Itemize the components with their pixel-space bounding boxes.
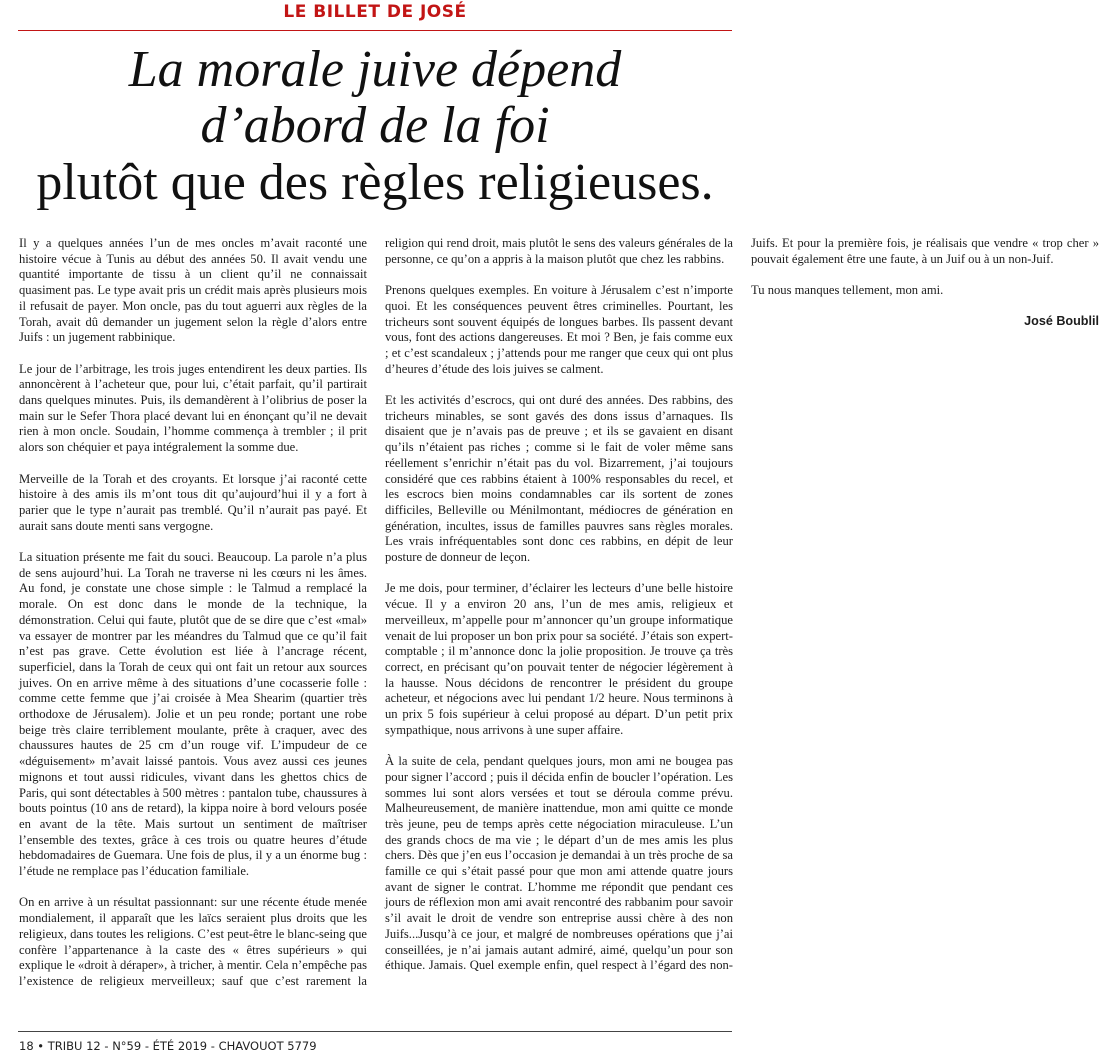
article-body (19, 236, 1099, 999)
paragraph: On en arrive à un résultat passionnant: sur une récente étude menée mondialement, il apparaît que les laïcs seraient plus droits que les religieux, dans toutes les religions. C’est peut-être le blanc-seing que confère l’appartenance à la caste des « êtres supérieurs » qui explique le «droit à déraper», à tricher, à mentir. Cela n’empêche pas l’existence de religieux merveilleux; sauf que c’est rarement la religion qui rend droit, mais plutôt le sens des valeurs générales de la personne, ce qu’on a appris à la maison plutôt que chez les rabbins. (19, 236, 733, 988)
bottom-rule (18, 1031, 732, 1032)
page-footer: 18 • TRIBU 12 - N°59 - ÉTÉ 2019 - CHAVOUOT 5779 (19, 1039, 317, 1053)
paragraph: À la suite de cela, pendant quelques jours, mon ami ne bougea pas pour signer l’accord ; puis il décida enfin de boucler l’opération. Les sommes lui sont alors versées et tout se déroula comme prévu. Malheureusement, de manière inattendue, mon ami quitte ce monde très jeune, peu de temps après cette négociation miraculeuse. L’un des grands chocs de ma vie ; le départ d’un de mes amis les plus chers. Dès que j’en eus l’occasion je demandai à un très proche de sa famille ce qui s’était passé pour que mon ami attende quatre jours avant de signer le contrat. L’homme me répondit que pendant ces jours de réflexion mon ami avait rencontré des rabbanim pour savoir s’il avait le droit de vendre son entreprise aussi chère à des non Juifs...Jusqu’à ce jour, et malgré de nombreuses opérations que j’ai conseillées, je n’ai jamais autant admiré, aimé, quelqu’un pour son éthique. Jamais. Quel exemple enfin, quel respect à l’égard des non-Juifs. Et pour la première fois, je réalisais que vendre « trop cher » pouvait également être une faute, à un Juif ou à un non-Juif. (385, 236, 1099, 973)
top-rule (18, 30, 732, 31)
author-signature: José Boublil (1024, 314, 1099, 329)
paragraph: Et les activités d’escrocs, qui ont duré des années. Des rabbins, des tricheurs minables, se sont gavés des dons issus d’arnaques. Ils disaient que je n’avais pas de preuve ; et ils se gavaient en disant qu’ils n’étaient pas riches ; comme si le fait de voler même sans réellement s’enrichir n’était pas du vol. Bizarrement, j’ai toujours considéré que ces rabbins étaient à 100% responsables du recel, et les escrocs bien moins condamnables car ils sortent de zones difficiles, Belleville ou Ménilmontant, médiocres de génération en génération, incultes, issus de familles pauvres sans règles morales. Les vrais infréquentables sont donc ces rabbins, en dépit de leur posture de donneur de leçon. (385, 393, 733, 565)
paragraph: Il y a quelques années l’un de mes oncles m’avait raconté une histoire vécue à Tunis au début des années 50. Il avait vendu une quantité importante de tissu à un client qu’il ne connaissait quasiment pas. Le type avait pris un crédit mais après plusieurs mois il refusait de payer. Mon oncle, pas du tout aguerri aux règles de la Torah, avait dû demander un jugement selon la règle d’alors entre Juifs : un jugement rabbinique. (19, 236, 367, 345)
section-rubric: LE BILLET DE JOSÉ (283, 2, 467, 22)
paragraph: Merveille de la Torah et des croyants. Et lorsque j’ai raconté cette histoire à des amis ils m’ont tous dit qu’aujourd’hui il y a fort à parier que le type n’aurait pas tremblé. Qu’il n’aurait pas payé. Et aurait sans doute menti sans vergogne. (19, 471, 367, 533)
paragraph: Tu nous manques tellement, mon ami. (751, 283, 944, 298)
paragraph: Prenons quelques exemples. En voiture à Jérusalem c’est n’importe quoi. Et les conséquences peuvent êtres criminelles. Pourtant, les tricheurs sont souvent équipés de longues barbes. Ils passent devant vous, font des actions dangereuses. Et moi ? Ben, je fais comme eux ; et c’est scandaleux ; j’attends pour me ranger que ceux qui ont plus d’heures d’étude des lois juives se calment. (385, 283, 733, 376)
paragraph: Je me dois, pour terminer, d’éclairer les lecteurs d’une belle histoire vécue. Il y a environ 20 ans, l’un de mes amis, religieux et merveilleux, m’appelle pour m’annoncer qu’un groupe informatique venait de lui proposer un bon prix pour sa société. J’étais son expert-comptable ; il m’annonce donc la jolie proposition. Je trouve ça très correct, en précisant qu’on pouvait tenter de négocier légèrement à la hausse. Nous décidons de rencontrer le président du groupe acheteur, et négocions avec lui pendant 1/2 heure. Nous terminons à un prix 5 fois supérieur à celui proposé au départ. D’un petit prix sympathique, nous arrivons à une super affaire. (385, 581, 733, 737)
headline (0, 42, 750, 212)
headline-line-2: d’abord de la foi (200, 97, 550, 154)
paragraph: Le jour de l’arbitrage, les trois juges entendirent les deux parties. Ils annoncèrent à l’acheteur que, pour lui, c’était parfait, qu’il partirait dans quelques minutes. Puis, ils demandèrent à l’olibrius de poser la main sur le Sefer Thora placé devant lui en énonçant qu’il ne devait rien à mon oncle. Soudain, l’homme commença à trembler ; il prit alors son chéquier et paya intégralement la somme due. (19, 361, 367, 455)
paragraph: La situation présente me fait du souci. Beaucoup. La parole n’a plus de sens aujourd’hui. La Torah ne traverse ni les cœurs ni les âmes. Au fond, je constate une chose simple : le Talmud a remplacé la morale. On est donc dans le monde de la technique, la démonstration. Celui qui faute, plutôt que de se dire que c’est «mal» va essayer de montrer par les méandres du Talmud que ce qu’il fait n’est pas grave. Cette évolution est liée à l’ancrage récent, superficiel, dans la Torah de ceux qui ont fait un retour aux sources juives. On en arrive même à des situations d’une cocasserie folle : comme cette femme que j’ai croisée à Mea Shearim (quartier très orthodoxe de Jérusalem). Jolie et un peu ronde; portant une robe beige très claire terriblement moulante, prête à craquer, avec des chaussures hautes de 25 cm d’un rouge vif. L’impudeur de ce «déguisement» m’avait laissé pantois. Vous avez aussi ces jeunes mignons et tout aussi ridicules, vivant dans les ghettos chics de Paris, qui sont détectables à 500 mètres : pantalon tube, chaussures à bouts pointus (10 ans de retard), la kippa noire à bord velours posée en avant de la tête. Mais surtout un sentiment de maîtriser l’ensemble des textes, grâce à ces trois ou quatre heures d’étude hebdomadaires de Guemara. Une fois de plus, il y a un énorme bug : l’étude ne remplace pas l’éducation familiale. (19, 550, 367, 879)
headline-line-1: La morale juive dépend (128, 41, 622, 98)
headline-line-3: plutôt que des règles religieuses. (36, 154, 714, 211)
